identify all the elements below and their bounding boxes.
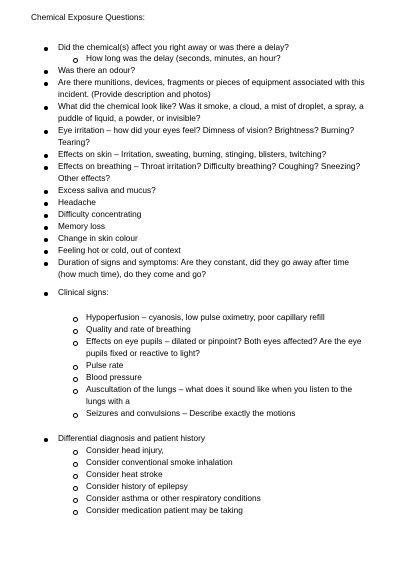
list-item-continuation: Other effects? bbox=[58, 173, 110, 183]
bullet-dot-icon bbox=[44, 154, 48, 158]
bullet-dot-icon bbox=[44, 226, 48, 230]
bullet-dot-icon bbox=[44, 190, 48, 194]
list-item-continuation: puddle of liquid, a powder, or invisible? bbox=[58, 113, 201, 123]
list-item-continuation: incident. (Provide description and photos) bbox=[58, 89, 211, 99]
bullet-circle-icon bbox=[73, 498, 78, 503]
section-heading-differential: Differential diagnosis and patient history bbox=[58, 433, 205, 443]
list-subitem-continuation: pupils fixed or reactive to light? bbox=[86, 348, 200, 358]
list-item: Are there munitions, devices, fragments or pieces of equipment associated with this bbox=[58, 77, 365, 87]
list-item-continuation: Tearing? bbox=[58, 137, 90, 147]
list-item: Excess saliva and mucus? bbox=[58, 185, 156, 195]
list-subitem: Quality and rate of breathing bbox=[86, 324, 191, 334]
list-item: Difficulty concentrating bbox=[58, 209, 142, 219]
list-item: Headache bbox=[58, 197, 96, 207]
list-subitem: Hypoperfusion – cyanosis, low pulse oximetry, poor capillary refill bbox=[86, 312, 325, 322]
list-item: Feeling hot or cold, out of context bbox=[58, 245, 181, 255]
list-subitem: Consider history of epilepsy bbox=[86, 481, 188, 491]
list-subitem: Consider medication patient may be taking bbox=[86, 505, 243, 515]
bullet-dot-icon bbox=[44, 82, 48, 86]
list-subitem: Consider heat stroke bbox=[86, 469, 163, 479]
list-subitem: Pulse rate bbox=[86, 360, 124, 370]
bullet-circle-icon bbox=[73, 389, 78, 394]
bullet-dot-icon bbox=[44, 250, 48, 254]
bullet-dot-icon bbox=[44, 262, 48, 266]
bullet-circle-icon bbox=[73, 317, 78, 322]
bullet-dot-icon bbox=[44, 106, 48, 110]
bullet-dot-icon bbox=[44, 202, 48, 206]
list-subitem: Blood pressure bbox=[86, 372, 142, 382]
bullet-circle-icon bbox=[73, 413, 78, 418]
list-subitem: Effects on eye pupils – dilated or pinpoint? Both eyes affected? Are the eye bbox=[86, 336, 362, 346]
list-item: Was there an odour? bbox=[58, 65, 136, 75]
bullet-dot-icon bbox=[44, 166, 48, 170]
list-item: Memory loss bbox=[58, 221, 106, 231]
list-subitem-continuation: lungs with a bbox=[86, 396, 130, 406]
list-subitem: How long was the delay (seconds, minutes, an hour? bbox=[86, 53, 281, 63]
bullet-dot-icon bbox=[44, 438, 48, 442]
list-item-continuation: (how much time), do they come and go? bbox=[58, 269, 207, 279]
bullet-circle-icon bbox=[73, 341, 78, 346]
bullet-dot-icon bbox=[44, 214, 48, 218]
list-item: Eye irritation – how did your eyes feel? Dimness of vision? Brightness? Burning? bbox=[58, 125, 355, 135]
list-item: Duration of signs and symptoms: Are they constant, did they go away after time bbox=[58, 257, 349, 267]
bullet-dot-icon bbox=[44, 130, 48, 134]
bullet-circle-icon bbox=[73, 510, 78, 515]
bullet-circle-icon bbox=[73, 474, 78, 479]
bullet-circle-icon bbox=[73, 462, 78, 467]
bullet-circle-icon bbox=[73, 377, 78, 382]
document-title: Chemical Exposure Questions: bbox=[31, 12, 145, 22]
bullet-dot-icon bbox=[44, 238, 48, 242]
list-subitem: Auscultation of the lungs – what does it sound like when you listen to the bbox=[86, 384, 353, 394]
list-item: Did the chemical(s) affect you right away or was there a delay? bbox=[58, 42, 289, 52]
list-item: Effects on breathing – Throat irritation? Difficulty breathing? Coughing? Sneezing? bbox=[58, 161, 361, 171]
bullet-dot-icon bbox=[44, 292, 48, 296]
bullet-dot-icon bbox=[44, 47, 48, 51]
bullet-circle-icon bbox=[73, 450, 78, 455]
bullet-circle-icon bbox=[73, 365, 78, 370]
list-item: Change in skin colour bbox=[58, 233, 138, 243]
list-subitem: Consider head injury, bbox=[86, 445, 164, 455]
list-item: Effects on skin – Irritation, sweating, burning, stinging, blisters, twitching? bbox=[58, 149, 327, 159]
bullet-circle-icon bbox=[73, 486, 78, 491]
bullet-circle-icon bbox=[73, 58, 78, 63]
list-item: What did the chemical look like? Was it smoke, a cloud, a mist of droplet, a spray, a bbox=[58, 101, 364, 111]
list-subitem: Seizures and convulsions – Describe exactly the motions bbox=[86, 408, 296, 418]
section-heading-clinical: Clinical signs: bbox=[58, 287, 109, 297]
list-subitem: Consider conventional smoke inhalation bbox=[86, 457, 233, 467]
list-subitem: Consider asthma or other respiratory conditions bbox=[86, 493, 261, 503]
bullet-circle-icon bbox=[73, 329, 78, 334]
bullet-dot-icon bbox=[44, 70, 48, 74]
